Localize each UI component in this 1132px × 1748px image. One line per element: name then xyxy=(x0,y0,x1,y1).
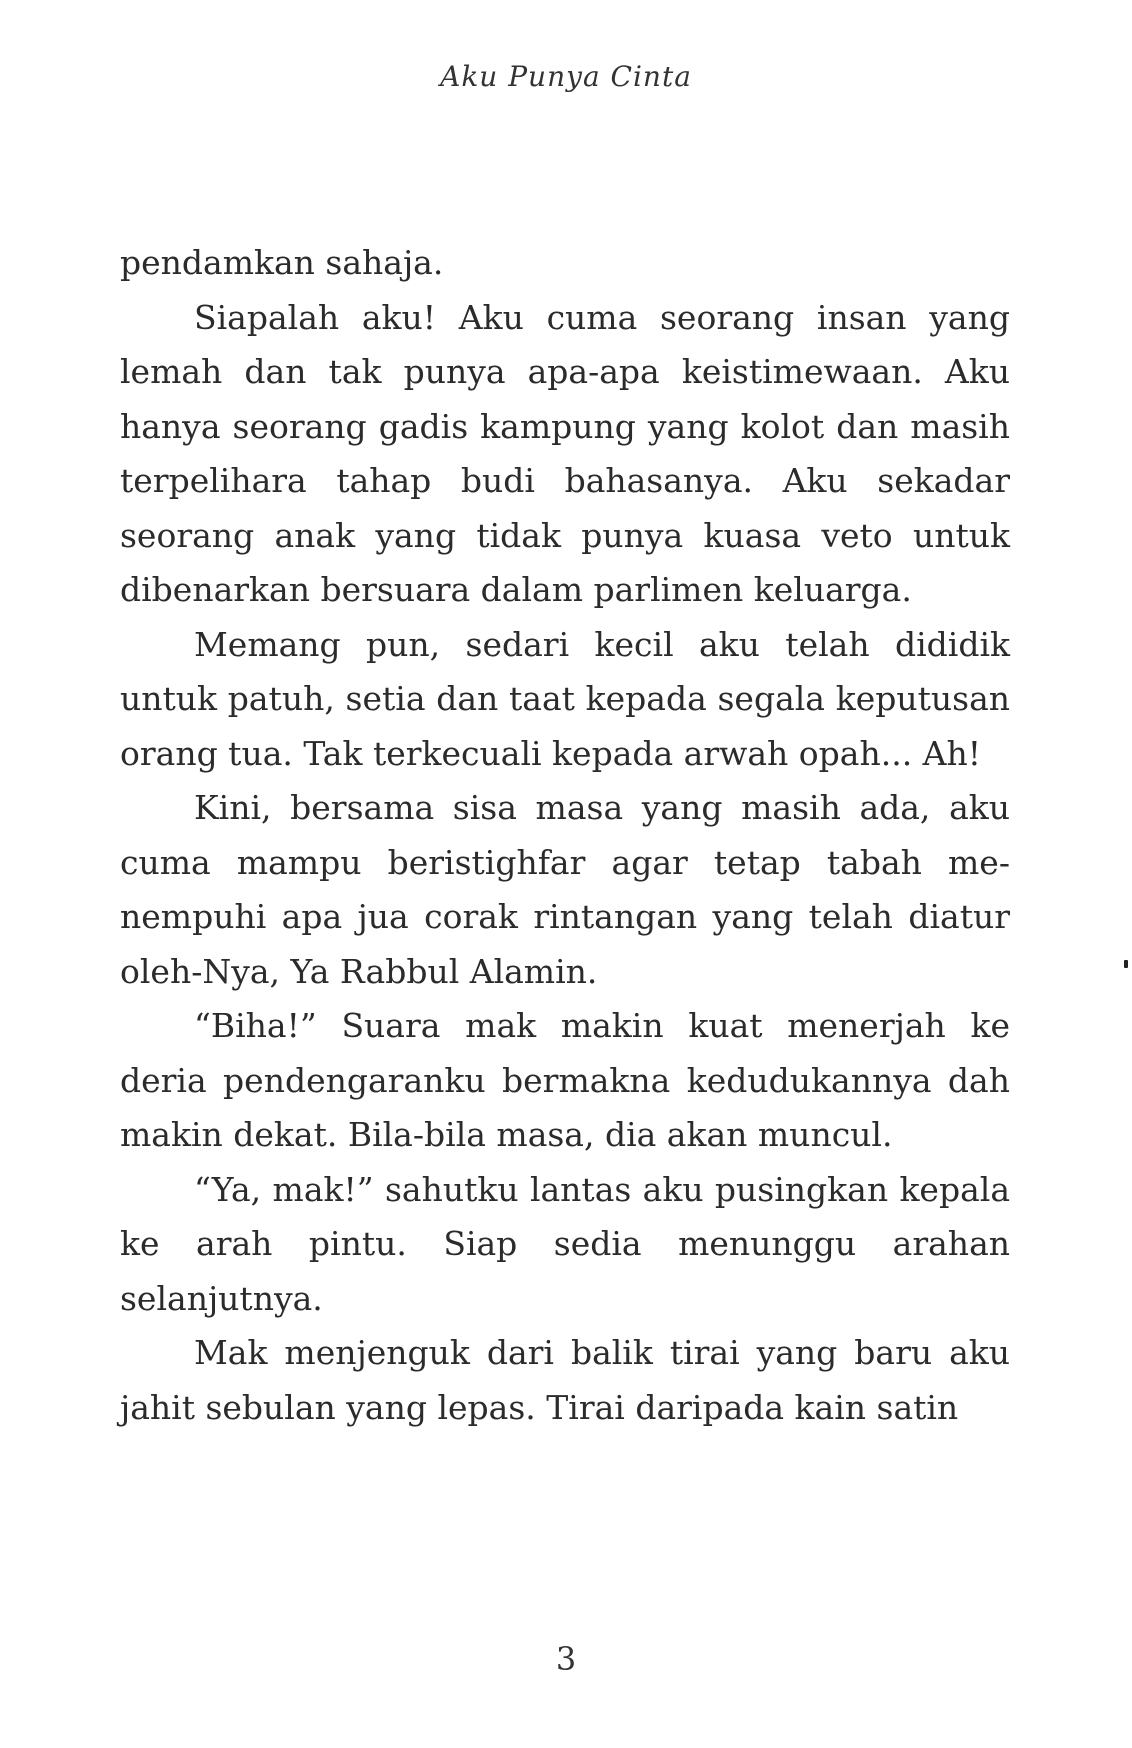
paragraph: Memang pun, sedari kecil aku telah dididik untuk patuh, setia dan taat kepada segala keputusan orang tua. Tak terkecuali kepada arwah opah... Ah! xyxy=(120,624,1010,773)
body-text xyxy=(120,236,1010,1435)
paragraph: Mak menjenguk dari balik tirai yang baru aku jahit sebulan yang lepas. Tirai daripada kain satin xyxy=(120,1333,1010,1427)
paragraph: “Biha!” Suara mak makin kuat menerjah ke deria pendengaranku bermakna kedudukannya dah makin dekat. Bila-bila masa, dia akan muncul. xyxy=(120,1006,1010,1154)
paragraph: Siapalah aku! Aku cuma seorang insan yang lemah dan tak punya apa-apa keistimewaan. Aku hanya seorang gadis kampung yang kolot dan masih terpelihara tahap budi bahasanya. Aku sekadar seorang anak yang tidak punya kuasa veto untuk dibenarkan bersuara dalam parlimen keluarga. xyxy=(120,297,1010,609)
running-head: Aku Punya Cinta xyxy=(440,60,692,93)
page-number: 3 xyxy=(555,1640,577,1678)
scan-speck xyxy=(1124,960,1128,968)
paragraph: pendamkan sahaja. xyxy=(120,243,444,282)
paragraph: “Ya, mak!” sahutku lantas aku pusingkan kepala ke arah pintu. Siap sedia menunggu arahan selanjutnya. xyxy=(120,1169,1010,1318)
paragraph: Kini, bersama sisa masa yang masih ada, aku cuma mampu beristighfar agar tetap tabah menempuhi apa jua corak rintangan yang telah diatur oleh-Nya, Ya Rabbul Alamin. xyxy=(120,788,1010,991)
